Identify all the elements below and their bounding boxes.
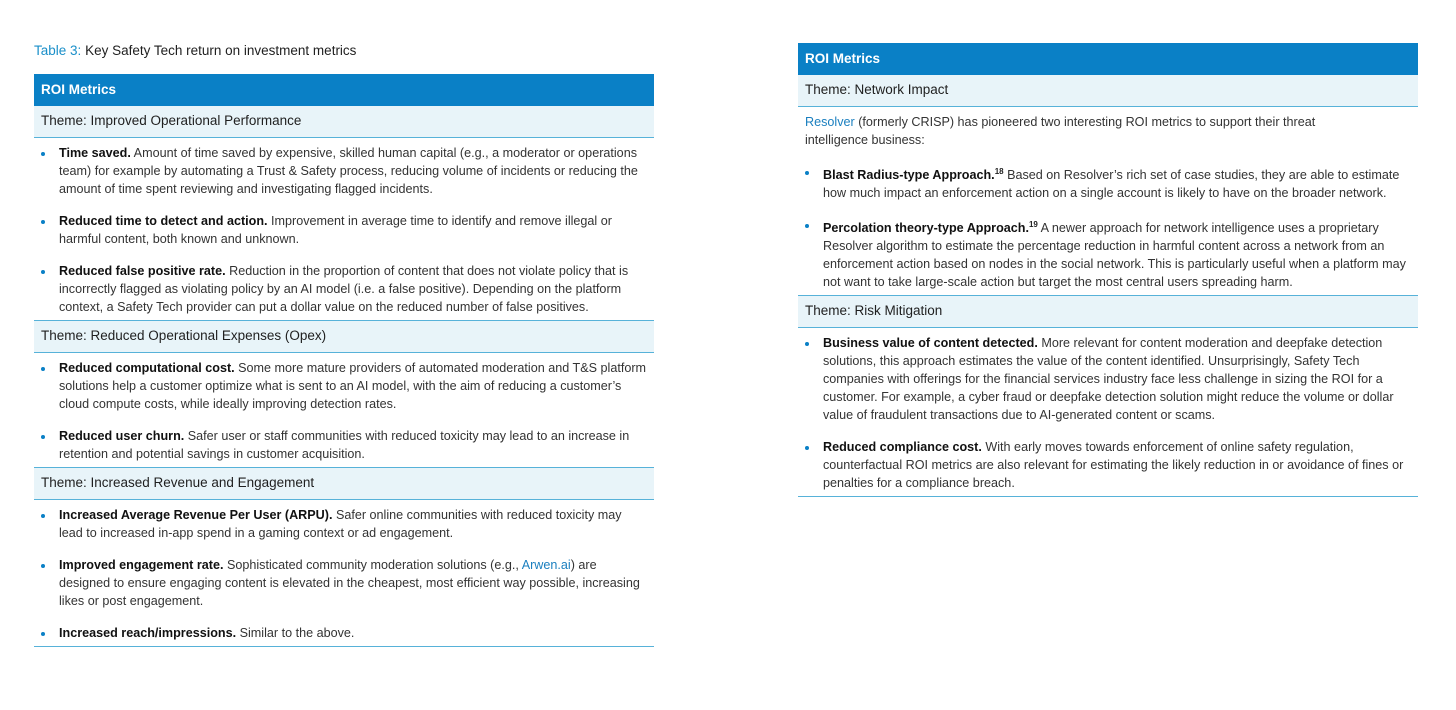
theme-section: [798, 328, 1418, 497]
list-item: Percolation theory-type Approach.$^{19}$ A newer approach for network intelligence uses a proprietary Resolver algorithm to estimate the percentage reduction in harmful content across a network from an enforcement action based on nodes in the social network. This is particularly useful when a platform may not want to take large-scale action but target the most central users spreading harm.: [805, 216, 1412, 291]
list-item: Reduced compliance cost. With early moves towards enforcement of online safety regulation, counterfactual ROI metrics are also relevant for estimating the likely reduction in or avoidance of fines or penalties for a compliance breach.: [805, 438, 1412, 492]
list-item: Time saved. Amount of time saved by expensive, skilled human capital (e.g., a moderator or operations team) for example by automating a Trust & Safety process, reducing volume of incidents or reducing the amount of time spent reviewing and investigating flagged incidents.: [41, 144, 648, 198]
list-item: Reduced time to detect and action. Improvement in average time to identify and remove illegal or harmful content, both known and unknown.: [41, 212, 648, 248]
right-roi-table: [798, 43, 1418, 497]
footnote-ref[interactable]: 19: [1028, 220, 1038, 230]
intro-text: Resolver (formerly CRISP) has pioneered two interesting ROI metrics to support their threat intelligence business:: [805, 115, 1316, 147]
roi-metrics-header: ROI Metrics: [798, 43, 1418, 75]
list-item: Increased Average Revenue Per User (ARPU). Safer online communities with reduced toxicity may lead to increased in-app spend in a gaming context or ad engagement.: [41, 506, 648, 542]
theme-increased-revenue: Theme: Increased Revenue and Engagement: [34, 468, 654, 500]
table-number: Table 3:: [34, 43, 82, 58]
arwen-link[interactable]: Arwen.ai: [521, 558, 571, 572]
left-roi-table: [34, 74, 654, 647]
footnote-ref[interactable]: 18: [994, 167, 1004, 176]
list-item: Blast Radius-type Approach.$^{18}$ Based on Resolver’s rich set of case studies, they are able to estimate how much impact an enforcement action on a single account is likely to have on the broader network.: [805, 163, 1412, 202]
theme-risk-mitigation: Theme: Risk Mitigation: [798, 296, 1418, 328]
list-item: Reduced false positive rate. Reduction in the proportion of content that does not violate policy that is incorrectly flagged as violating policy by an AI model (i.e. a false positive). Depending on the platform context, a Safety Tech provider can put a dollar value on the reduced number of false positives.: [41, 262, 648, 316]
list-item: Increased reach/impressions. Similar to the above.: [41, 624, 648, 642]
list-item: Reduced computational cost. Some more mature providers of automated moderation and T&S platform solutions help a customer optimize what is sent to an AI model, with the aim of reducing a customer’s cloud compute costs, while ideally improving detection rates.: [41, 359, 648, 413]
theme-section: [798, 107, 1418, 296]
table-caption: [34, 43, 356, 59]
theme-section: [34, 500, 654, 647]
theme-reduced-opex: Theme: Reduced Operational Expenses (Opex): [34, 321, 654, 353]
theme-improved-operational-performance: Theme: Improved Operational Performance: [34, 106, 654, 138]
table-title: Key Safety Tech return on investment metrics: [85, 43, 357, 58]
roi-metrics-header: ROI Metrics: [34, 74, 654, 106]
list-item: Improved engagement rate. Sophisticated community moderation solutions (e.g., Arwen.ai) are designed to ensure engaging content is elevated in the cheapest, most efficient way possible, increasing likes or post engagement.: [41, 556, 648, 610]
resolver-link[interactable]: Resolver: [805, 115, 855, 129]
theme-section: [34, 138, 654, 321]
list-item: Reduced user churn. Safer user or staff communities with reduced toxicity may lead to an increase in retention and potential savings in customer acquisition.: [41, 427, 648, 463]
theme-network-impact: Theme: Network Impact: [798, 75, 1418, 107]
theme-section: [34, 353, 654, 468]
list-item: Business value of content detected. More relevant for content moderation and deepfake detection solutions, this approach estimates the value of the content identified. Unsurprisingly, Safety Tech companies with offerings for the financial services industry face less challenge in sizing the ROI for a customer. For example, a cyber fraud or deepfake detection solution might reduce the volume or dollar value of fraudulent transactions due to AI-generated content or scams.: [805, 334, 1412, 424]
